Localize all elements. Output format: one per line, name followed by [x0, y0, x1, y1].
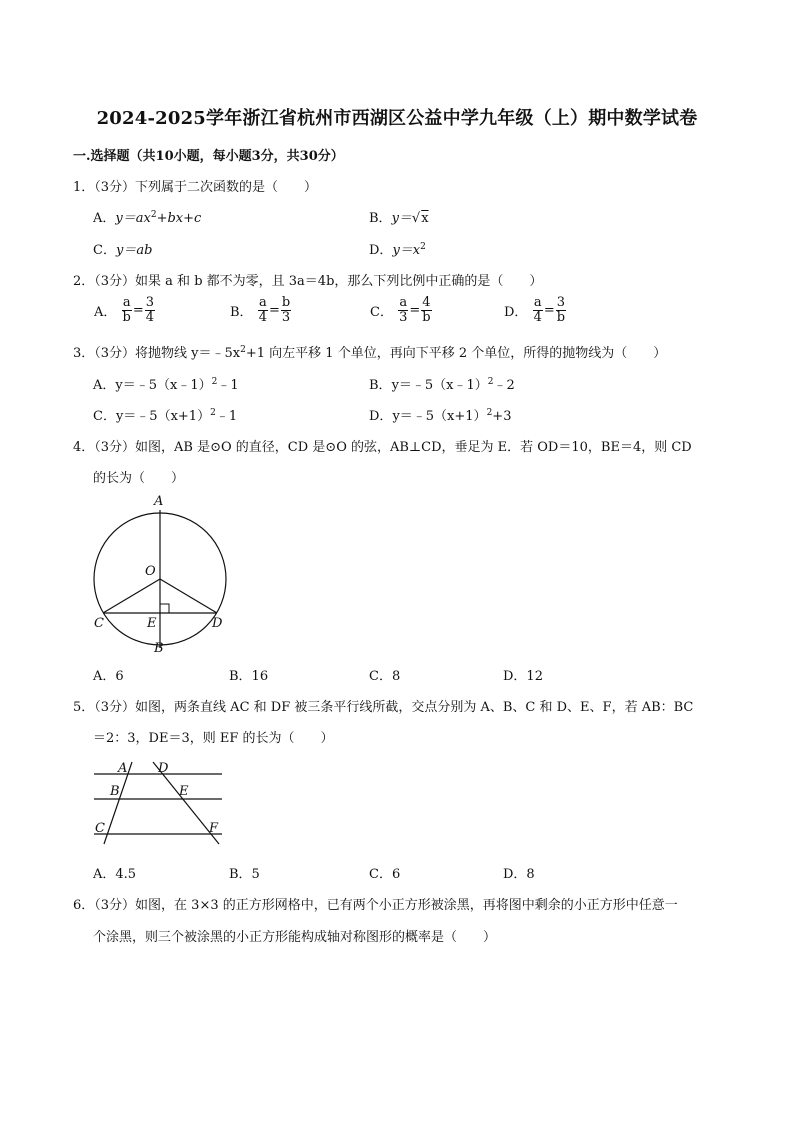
q4-option-a: A．6 [93, 669, 124, 684]
q5-stem: 5．（3分）如图，两条直线 AC 和 DF 被三条平行线所截，交点分别为 A、B、C 和 D、E、F，若 AB：BC [73, 700, 694, 715]
q4-circle-figure [86, 492, 236, 662]
q5-option-b: B．5 [229, 867, 260, 882]
q3-option-b: B．y＝﹣5（x﹣1）$^2$﹣2 [369, 377, 515, 393]
q5-label-c: C [95, 821, 105, 836]
q5-option-c: C．6 [369, 867, 401, 882]
q2-option-c: C． $\frac{a}{3}$ = $\frac{4}{b}$ [370, 295, 431, 325]
q1-option-b: B．y＝√x [369, 211, 429, 226]
q5-stem-cont: ＝2：3，DE＝3，则 EF 的长为（ ） [93, 731, 334, 746]
q5-label-d: D [158, 761, 169, 776]
q6-stem: 6．（3分）如图，在 3×3 的正方形网格中，已有两个小正方形被涂黑，再将图中剩余的小正方形中任意一 [73, 898, 678, 913]
q3-option-c: C．$y=﹣5(x+1)^2﹣1$ [93, 408, 238, 424]
q5-parallel-lines-figure [86, 755, 236, 845]
q4-label-e: E [147, 616, 157, 631]
q4-stem: 4．（3分）如图，AB 是⊙O 的直径，CD 是⊙O 的弦，AB⊥CD，垂足为 E．若 OD＝10，BE＝4，则 CD [73, 440, 692, 455]
q4-right-angle [160, 604, 169, 613]
q4-label-c: C [94, 616, 104, 631]
q3-option-d: D．$y=﹣5(x+1)^2+3$ [369, 408, 512, 424]
q1-option-a: A．$y=ax^2+bx+c$ [93, 210, 202, 226]
q4-label-b: B [154, 641, 164, 656]
q5-label-e: E [179, 784, 189, 799]
q1-option-d: D．$y=x^2$ [369, 242, 426, 258]
q2-option-d: D． $\frac{a}{4}$ = $\frac{3}{b}$ [504, 295, 566, 325]
q2-option-b: B． $\frac{a}{4}$ = $\frac{b}{3}$ [230, 295, 291, 325]
q4-option-d: D．12 [503, 669, 543, 684]
q2-option-a: A． $\frac{a}{b}$ = $\frac{3}{4}$ [94, 295, 155, 325]
q1-stem: 1．（3分）下列属于二次函数的是（ ） [73, 180, 318, 195]
q3-stem: 3．（3分）将抛物线 $y=﹣5x^2+1$ 向左平移 1 个单位，再向下平移 2 个单位，所得的抛物线为（ ） [73, 345, 667, 361]
q1-option-c: C．y＝ab [93, 243, 153, 258]
q5-label-b: B [110, 784, 120, 799]
q6-stem-cont: 个涂黑，则三个被涂黑的小正方形能构成轴对称图形的概率是（ ） [93, 930, 497, 945]
q5-label-a: A [118, 761, 128, 776]
q5-option-d: D．8 [503, 867, 535, 882]
q2-stem: 2．（3分）如果 a 和 b 都不为零，且 3a＝4b，那么下列比例中正确的是（ ） [73, 274, 543, 289]
q4-radius-oc [103, 579, 160, 613]
page-title: 2024-2025学年浙江省杭州市西湖区公益中学九年级（上）期中数学试卷 [96, 108, 698, 129]
q4-label-o: O [145, 564, 156, 579]
q4-option-c: C．8 [369, 669, 401, 684]
q4-label-d: D [212, 616, 223, 631]
q4-option-b: B．16 [229, 669, 269, 684]
q5-option-a: A．4.5 [93, 867, 137, 882]
q5-label-f: F [209, 821, 219, 836]
section-heading: 一.选择题（共10小题，每小题3分，共30分） [73, 149, 344, 164]
q4-label-a: A [154, 494, 164, 509]
q4-stem-cont: 的长为（ ） [93, 471, 185, 486]
q3-option-a: A．y＝﹣5（x﹣1）$^2$﹣1 [93, 377, 239, 393]
